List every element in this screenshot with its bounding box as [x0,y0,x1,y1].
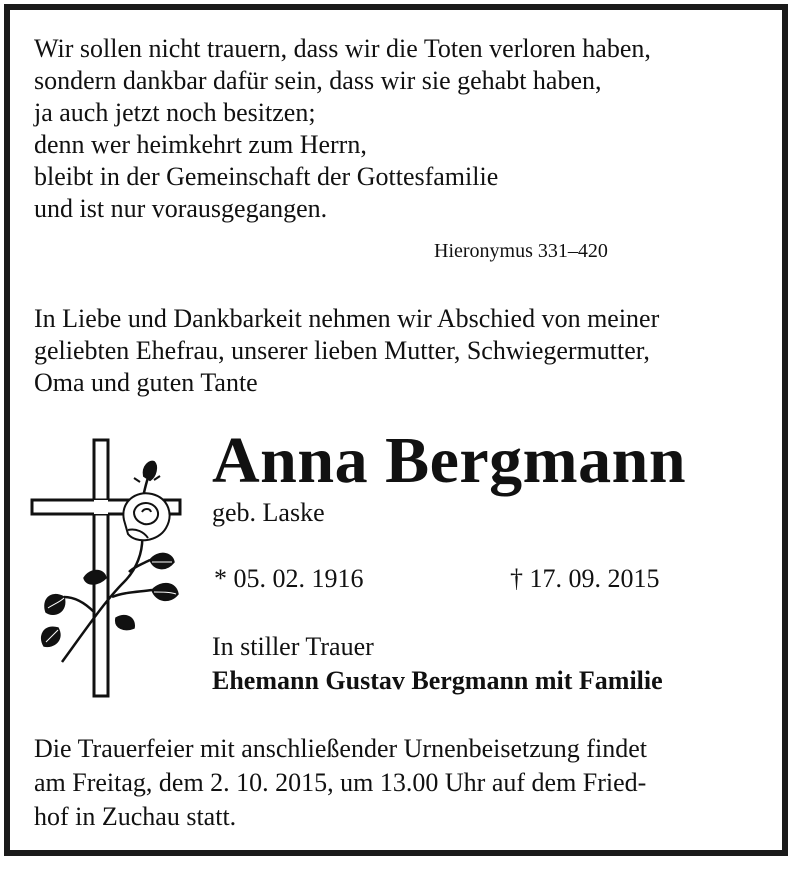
birth-date: * 05. 02. 1916 [214,564,364,593]
poem-line-6: und ist nur vorausgegangen. [34,194,328,223]
intro-line-1: In Liebe und Dankbarkeit nehmen wir Abschied von meiner [34,304,660,333]
mourner-names: Ehemann Gustav Bergmann mit Familie [212,666,663,695]
death-date: † 17. 09. 2015 [510,564,660,593]
poem-line-4: denn wer heimkehrt zum Herrn, [34,130,367,159]
intro-line-3: Oma und guten Tante [34,368,258,397]
maiden-name: geb. Laske [212,498,325,527]
mourning-heading: In stiller Trauer [212,632,374,661]
deceased-name: Anna Bergmann [212,424,687,497]
poem-line-2: sondern dankbar dafür sein, dass wir sie gehabt haben, [34,66,602,95]
poem-line-5: bleibt in der Gemeinschaft der Gottesfamilie [34,162,499,191]
cross-with-rose-icon [24,432,194,702]
poem-citation: Hieronymus 331–420 [434,240,608,262]
poem-line-3: ja auch jetzt noch besitzen; [34,98,316,127]
intro-line-2: geliebten Ehefrau, unserer lieben Mutter, Schwiegermutter, [34,336,650,365]
funeral-line-1: Die Trauerfeier mit anschließender Urnenbeisetzung findet [34,734,647,763]
poem-line-1: Wir sollen nicht trauern, dass wir die Toten verloren haben, [34,34,651,63]
funeral-line-3: hof in Zuchau statt. [34,802,237,831]
funeral-line-2: am Freitag, dem 2. 10. 2015, um 13.00 Uhr auf dem Fried- [34,768,647,797]
